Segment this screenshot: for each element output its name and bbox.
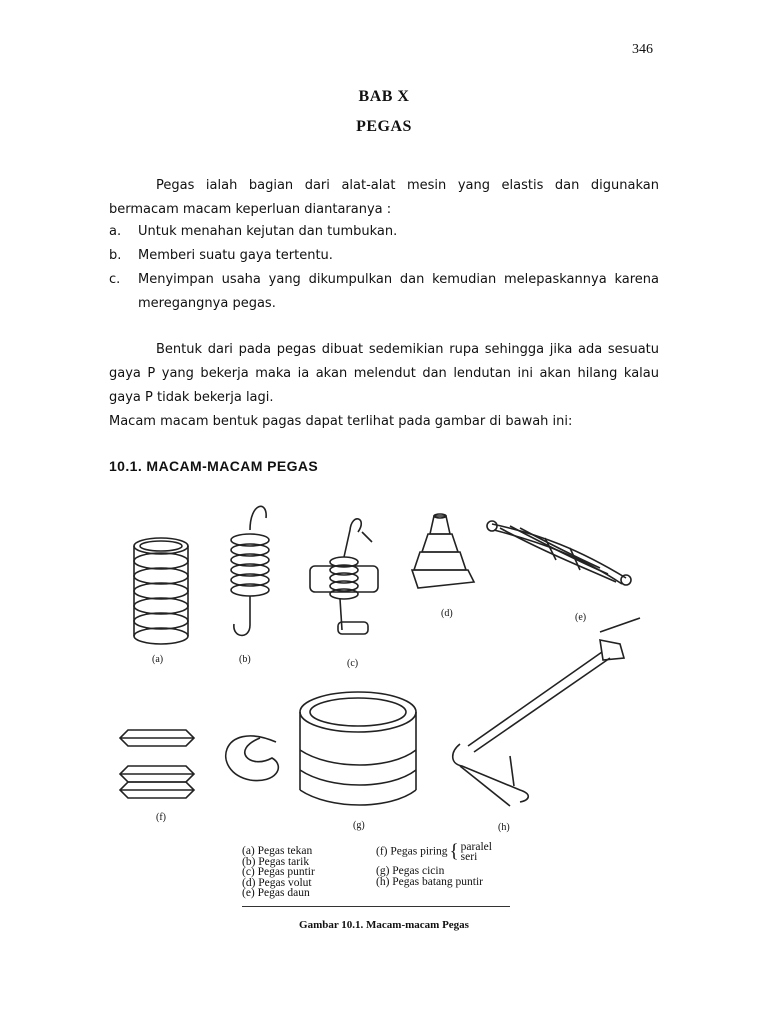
figure-label-a: (a) xyxy=(152,654,164,665)
torsion-spring-illustration xyxy=(310,519,378,634)
brace-symbol: { xyxy=(449,841,459,862)
legend-item-label: (f) Pegas piring xyxy=(376,845,448,858)
compression-spring-illustration xyxy=(134,538,188,644)
legend-item: (d) Pegas volut xyxy=(242,876,312,889)
legend-option: paralel xyxy=(460,841,492,853)
list-text: Memberi suatu gaya tertentu. xyxy=(138,248,333,263)
figure-caption: Gambar 10.1. Macam-macam Pegas xyxy=(299,919,469,931)
figure-label-d: (d) xyxy=(441,608,453,619)
figure-intro-paragraph: Macam macam bentuk pagas dapat terlihat pada gambar di bawah ini: xyxy=(109,414,573,429)
chapter-title: PEGAS xyxy=(356,118,412,135)
legend-item: (a) Pegas tekan xyxy=(242,845,313,857)
legend-item: (e) Pegas daun xyxy=(242,887,310,899)
figure-label-b: (b) xyxy=(239,654,251,665)
ring-spring-illustration xyxy=(300,692,416,805)
figure-label-f: (f) xyxy=(156,812,166,823)
list-marker: a. xyxy=(109,224,122,239)
list-marker: b. xyxy=(109,248,122,263)
chapter-number: BAB X xyxy=(358,88,410,105)
definition-paragraph: Bentuk dari pada pegas dibuat sedemikian rupa sehingga jika ada sesuatu gaya P yang bekerja maka ia akan melendut dan lendutan ini akan hilang kalau gaya P tidak bekerja lagi. xyxy=(109,342,659,405)
intro-paragraph: Pegas ialah bagian dari alat-alat mesin yang elastis dan digunakan bermacam macam keperluan diantaranya : xyxy=(109,178,659,217)
figure-legend xyxy=(242,841,512,906)
list-item xyxy=(109,244,659,268)
legend-item: (c) Pegas puntir xyxy=(242,866,315,878)
tension-spring-illustration xyxy=(231,506,269,635)
list-text: Menyimpan usaha yang dikumpulkan dan kemudian melepaskannya karena meregangnya pegas. xyxy=(138,272,659,311)
legend-divider xyxy=(242,906,510,907)
list-marker: c. xyxy=(109,272,121,287)
legend-item: (b) Pegas tarik xyxy=(242,855,310,868)
page-number: 346 xyxy=(632,42,653,57)
list-item xyxy=(109,268,659,316)
legend-options xyxy=(461,842,492,862)
section-heading: 10.1. MACAM-MACAM PEGAS xyxy=(109,458,319,474)
legend-option: seri xyxy=(460,851,478,863)
legend-column-right xyxy=(376,841,492,888)
legend-item: (g) Pegas cicin xyxy=(376,865,445,877)
figure-label-e: (e) xyxy=(575,612,587,623)
figure-label-g: (g) xyxy=(353,820,365,831)
torsion-bar-illustration xyxy=(453,618,640,806)
figure-label-c: (c) xyxy=(347,658,359,669)
split-ring-illustration xyxy=(226,736,279,781)
list-item xyxy=(109,220,659,244)
list-text: Untuk menahan kejutan dan tumbukan. xyxy=(138,224,398,239)
legend-item xyxy=(376,842,492,862)
legend-item: (h) Pegas batang puntir xyxy=(376,875,483,888)
volute-spring-illustration xyxy=(412,514,474,588)
leaf-spring-illustration xyxy=(487,521,631,585)
figure-label-h: (h) xyxy=(498,822,510,833)
legend-column-left xyxy=(242,846,315,899)
disc-spring-illustration xyxy=(120,730,194,798)
springs-figure xyxy=(100,490,660,840)
